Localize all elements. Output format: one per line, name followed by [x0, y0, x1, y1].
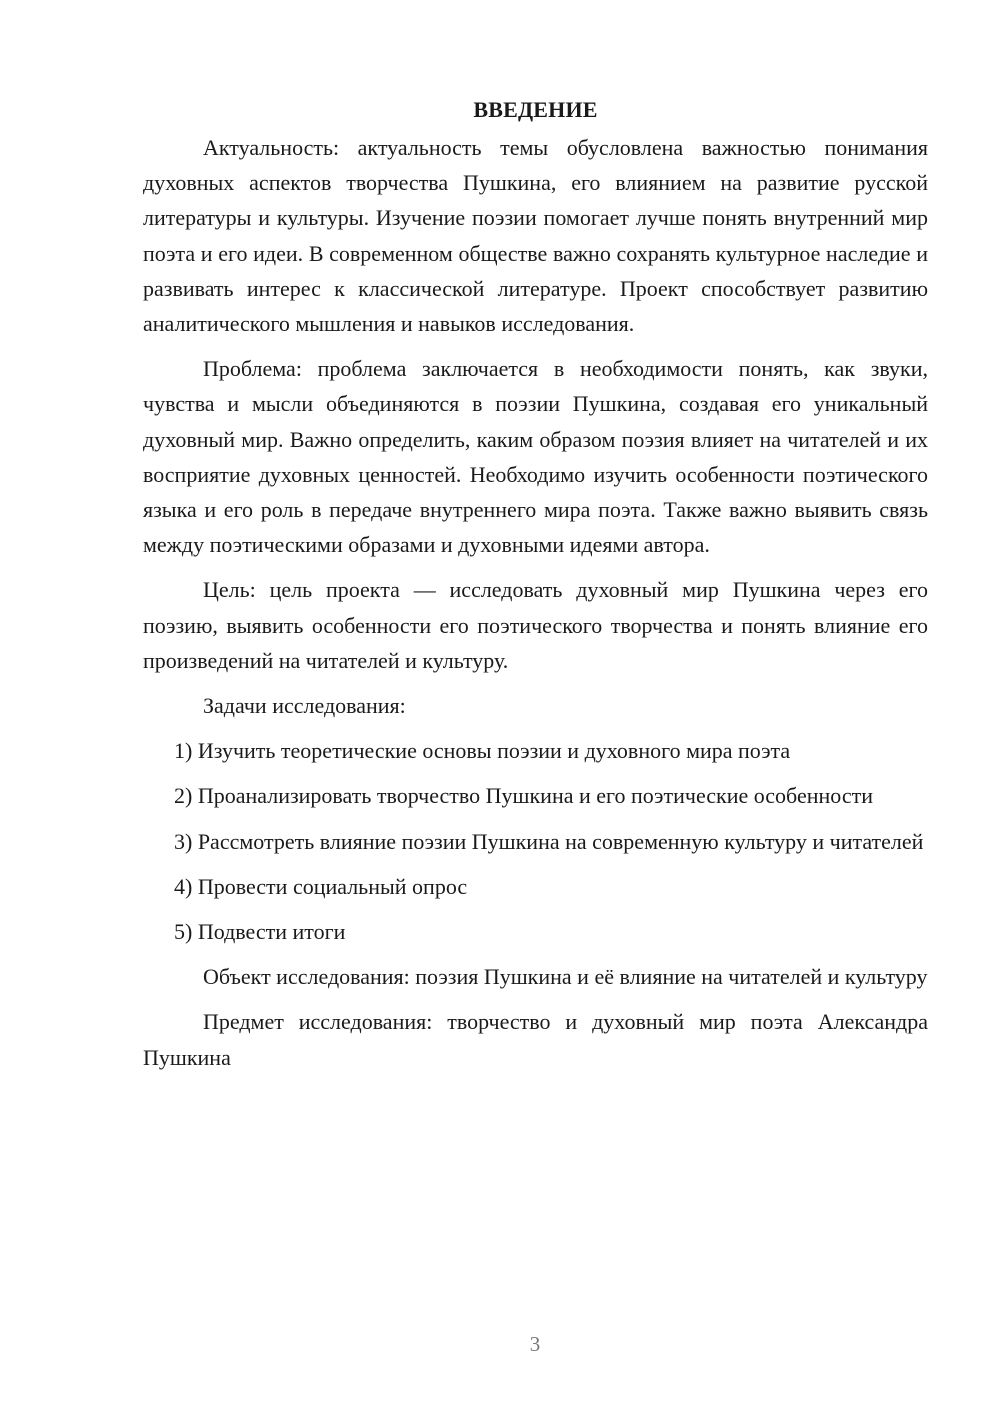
task-item-1: 1) Изучить теоретические основы поэзии и духовного мира поэта [174, 738, 791, 764]
task-item-4: 4) Провести социальный опрос [174, 873, 468, 899]
task-item-2: 2) Проанализировать творчество Пушкина и его поэтические особенности [174, 783, 873, 809]
section-heading: ВВЕДЕНИЕ [473, 97, 598, 122]
subject-paragraph: Предмет исследования: творчество и духовный мир поэта Александра Пушкина [143, 1009, 928, 1070]
page-number: 3 [529, 1332, 541, 1356]
tasks-title: Задачи исследования: [203, 693, 406, 719]
task-item-3: 3) Рассмотреть влияние поэзии Пушкина на современную культуру и читателей [174, 828, 924, 854]
object-paragraph: Объект исследования: поэзия Пушкина и её влияние на читателей и культуру [203, 964, 928, 990]
relevance-paragraph: Актуальность: актуальность темы обусловлена важностью понимания духовных аспектов творчества Пушкина, его влиянием на развитие русской литературы и культуры. Изучение поэзии помогает лучше понять внутренний мир поэта и его идеи. В современном обществе важно сохранять культурное наследие и развивать интерес к классической литературе. Проект способствует развитию аналитического мышления и навыков исследования. [143, 135, 928, 337]
goal-paragraph: Цель: цель проекта — исследовать духовный мир Пушкина через его поэзию, выявить особенности его поэтического творчества и понять влияние его произведений на читателей и культуру. [143, 577, 928, 673]
document-body [143, 92, 928, 1085]
problem-paragraph: Проблема: проблема заключается в необходимости понять, как звуки, чувства и мысли объединяются в поэзии Пушкина, создавая его уникальный духовный мир. Важно определить, каким образом поэзия влияет на читателей и их восприятие духовных ценностей. Необходимо изучить особенности поэтического языка и его роль в передаче внутреннего мира поэта. Также важно выявить связь между поэтическими образами и духовными идеями автора. [143, 356, 928, 558]
task-item-5: 5) Подвести итоги [174, 919, 346, 945]
